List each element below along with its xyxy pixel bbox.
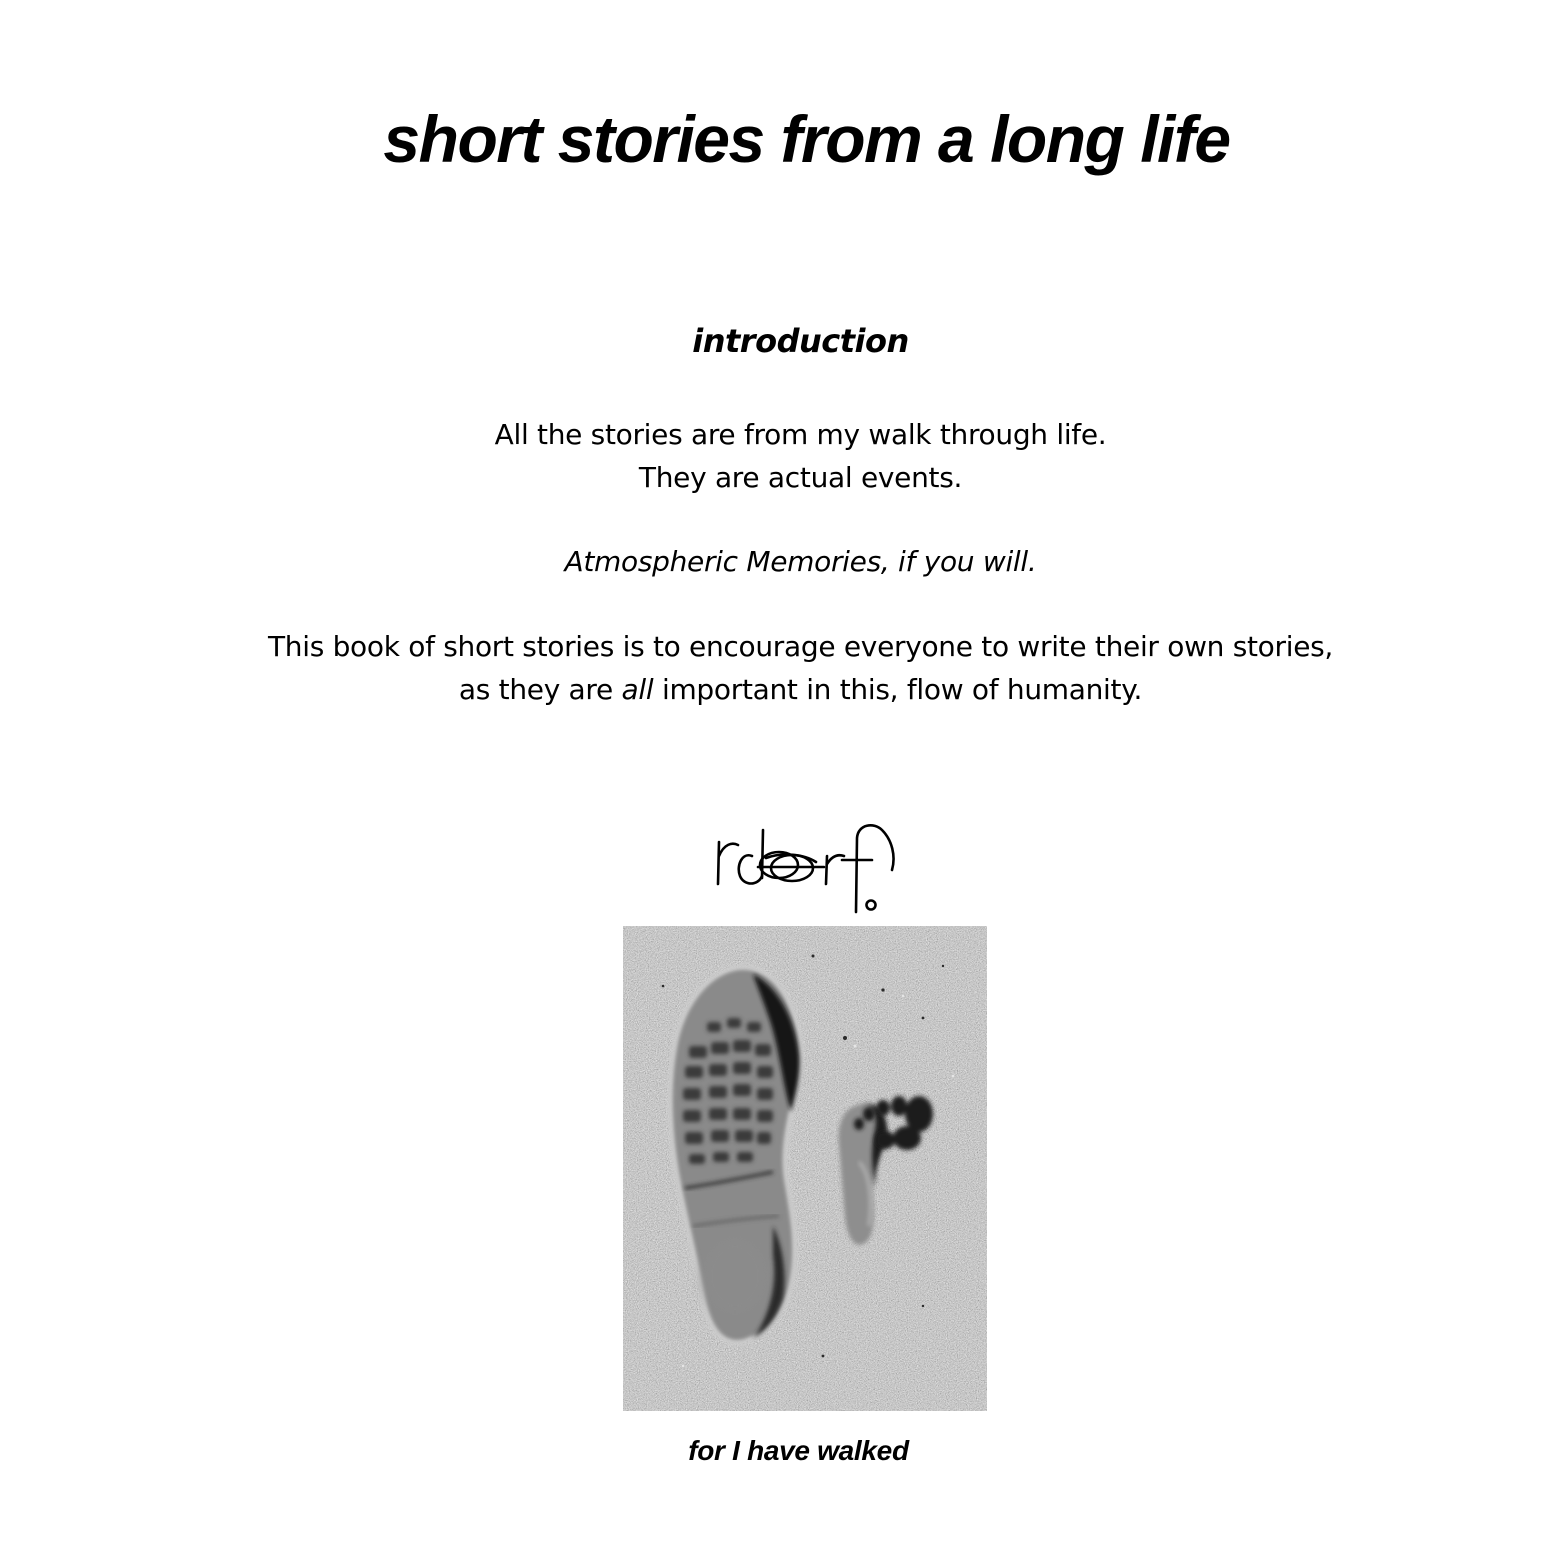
section-heading: introduction xyxy=(692,322,909,360)
handwritten-signature xyxy=(706,812,916,922)
intro-paragraph-2: Atmospheric Memories, if you will. xyxy=(564,545,1037,578)
intro-paragraph-1 xyxy=(22,413,1557,499)
intro-paragraph-3-line-2 xyxy=(22,668,1557,711)
document-title: short stories from a long life xyxy=(383,102,1230,176)
intro-paragraph-1-line-1: All the stories are from my walk through life. xyxy=(494,418,1107,451)
intro-paragraph-1-line-2: They are actual events. xyxy=(638,461,963,494)
intro-paragraph-3-line-2-start: as they are xyxy=(458,673,622,706)
intro-paragraph-3-emphasis: all xyxy=(621,673,654,706)
intro-paragraph-3-line-2-end: important in this, flow of humanity. xyxy=(653,673,1143,706)
footprints-in-sand-image xyxy=(623,926,987,1411)
intro-paragraph-3 xyxy=(22,625,1557,711)
intro-paragraph-3-line-1: This book of short stories is to encourage everyone to write their own stories, xyxy=(267,630,1334,663)
image-caption: for I have walked xyxy=(688,1435,909,1466)
